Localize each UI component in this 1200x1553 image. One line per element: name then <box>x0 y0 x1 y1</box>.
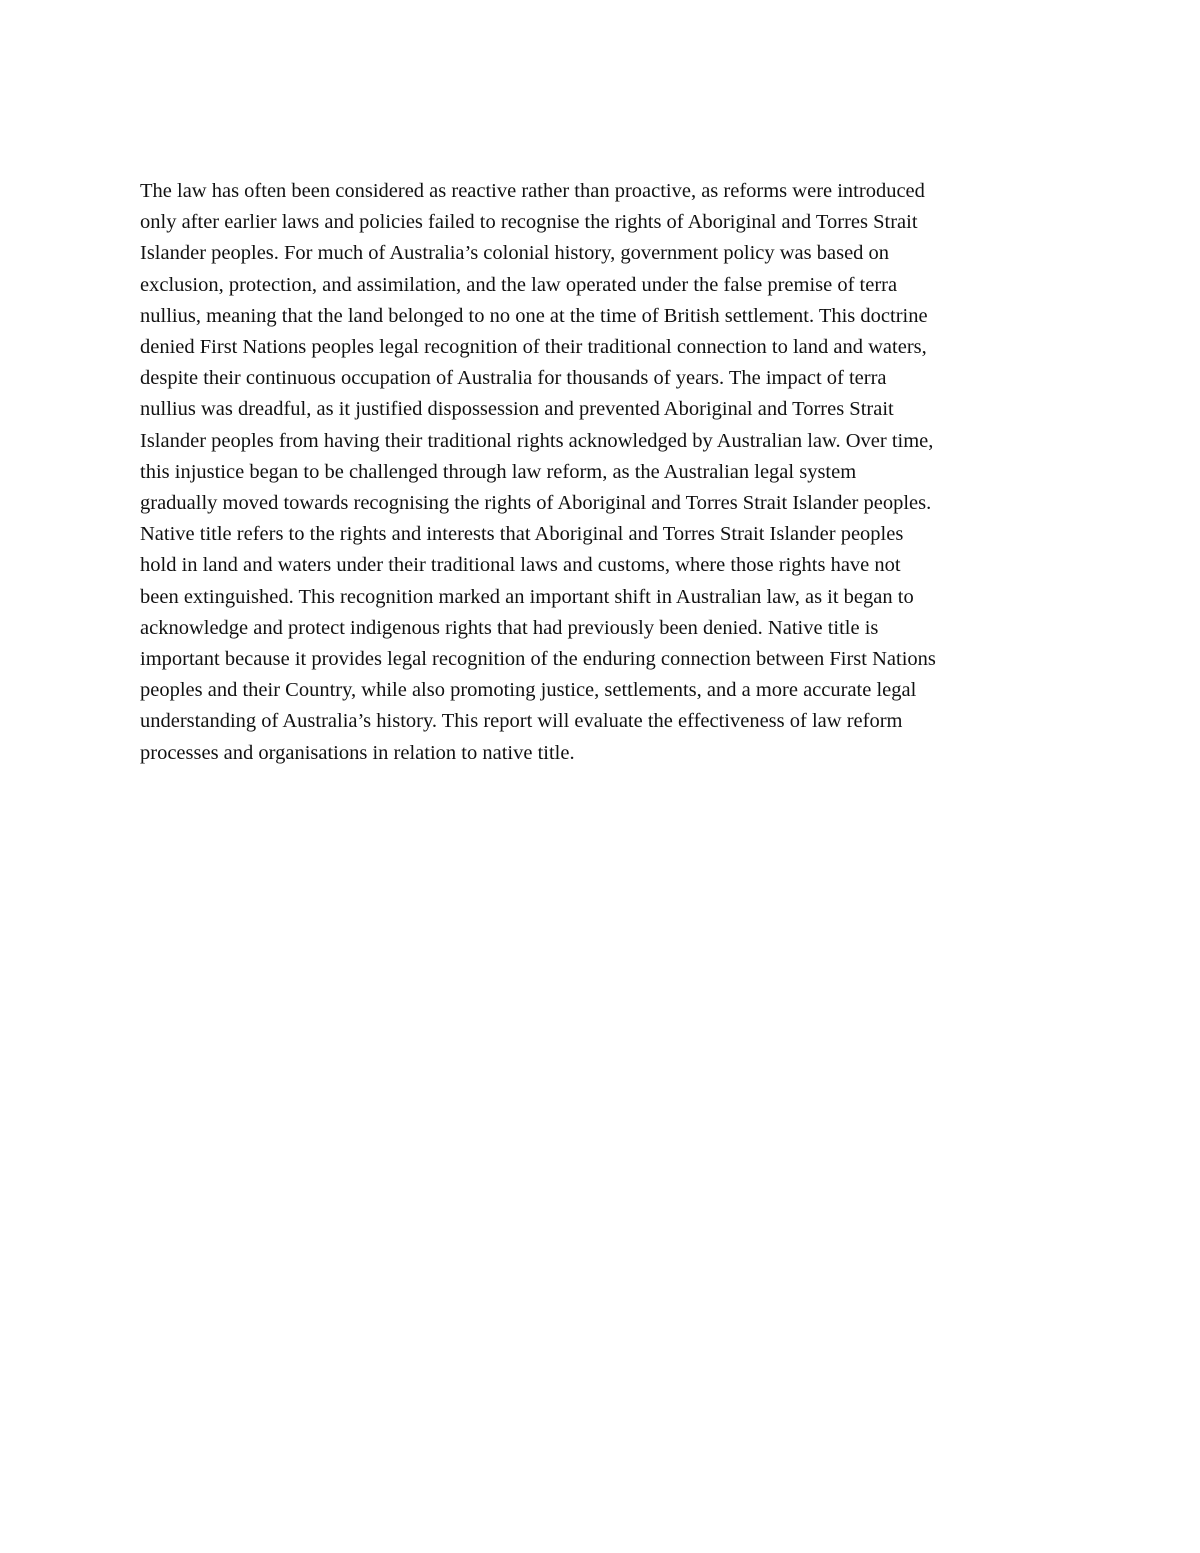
paragraph-line: gradually moved towards recognising the rights of Aboriginal and Torres Strait Islander peoples. <box>140 492 932 515</box>
paragraph-line: Native title refers to the rights and interests that Aboriginal and Torres Strait Islander peoples <box>140 523 904 546</box>
paragraph-line: denied First Nations peoples legal recognition of their traditional connection to land and waters, <box>140 336 927 359</box>
paragraph-line: Islander peoples. For much of Australia’s colonial history, government policy was based on <box>140 242 890 265</box>
paragraph-line: understanding of Australia’s history. This report will evaluate the effectiveness of law reform <box>140 710 903 733</box>
paragraph-line: been extinguished. This recognition marked an important shift in Australian law, as it began to <box>140 585 914 608</box>
paragraph-line: despite their continuous occupation of Australia for thousands of years. The impact of terra <box>140 367 887 390</box>
paragraph-line: The law has often been considered as reactive rather than proactive, as reforms were introduced <box>140 180 925 202</box>
paragraph-line: processes and organisations in relation to native title. <box>140 741 575 764</box>
body-paragraph <box>140 176 1070 769</box>
paragraph-line: hold in land and waters under their traditional laws and customs, where those rights have not <box>140 554 901 577</box>
paragraph-line: Islander peoples from having their traditional rights acknowledged by Australian law. Over time, <box>140 429 934 452</box>
paragraph-line: acknowledge and protect indigenous rights that had previously been denied. Native title is <box>140 616 879 639</box>
paragraph-line: this injustice began to be challenged through law reform, as the Australian legal system <box>140 460 857 483</box>
paragraph-line: important because it provides legal recognition of the enduring connection between First Nations <box>140 648 936 671</box>
paragraph-line: nullius was dreadful, as it justified dispossession and prevented Aboriginal and Torres Strait <box>140 398 894 421</box>
paragraph-line: nullius, meaning that the land belonged to no one at the time of British settlement. This doctrine <box>140 304 928 327</box>
paragraph-line: only after earlier laws and policies failed to recognise the rights of Aboriginal and Torres Strait <box>140 211 918 234</box>
paragraph-line: peoples and their Country, while also promoting justice, settlements, and a more accurate legal <box>140 679 917 702</box>
paragraph-line: exclusion, protection, and assimilation, and the law operated under the false premise of terra <box>140 273 898 296</box>
